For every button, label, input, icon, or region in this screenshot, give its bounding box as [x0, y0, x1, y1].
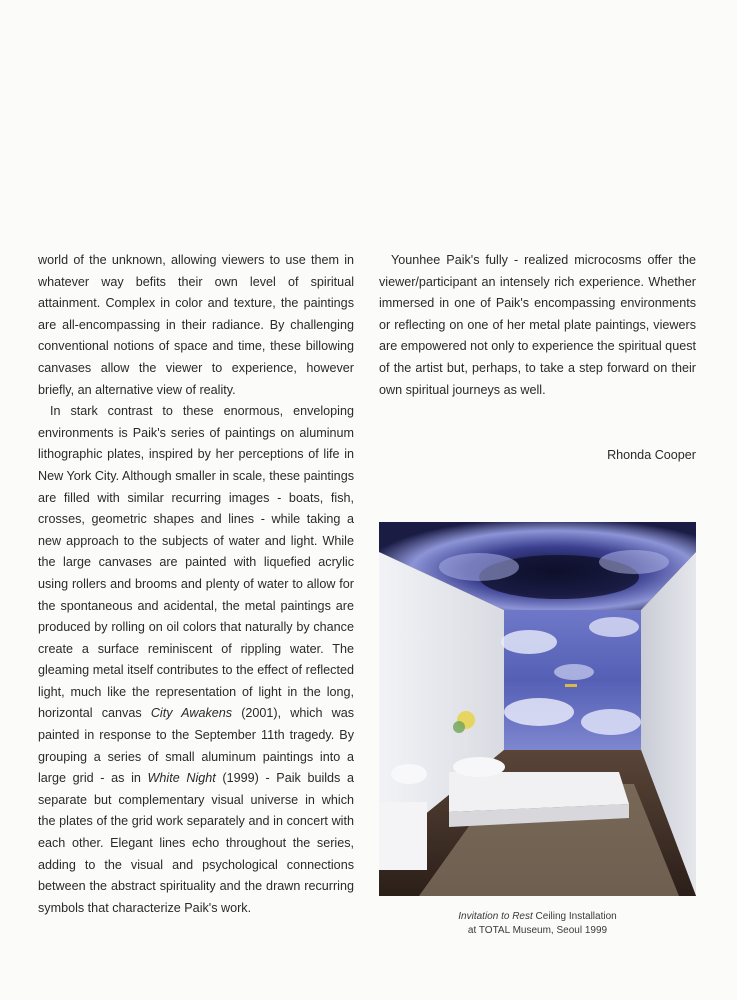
vase: [464, 732, 468, 754]
leaves: [453, 721, 465, 733]
paragraph-text: (1999) - Paik builds a separate but complementary visual universe in which the plates of the grid work separately and in concert with each other. Elegant lines echo throughout the series, adding to the visual and psychological connections between the abstract spirituality and the drawn recurring symbols that characterize Paik's work.: [38, 771, 355, 915]
paragraph-text: (2001), which was painted in response to the September 11th tragedy. By grouping a series of small aluminum paintings into a large grid - as in: [38, 706, 355, 786]
artwork-title: City Awakens: [150, 706, 233, 721]
lamp: [391, 764, 427, 784]
artwork-title: White Night: [147, 771, 216, 786]
paragraph: Younhee Paik's fully - realized microcosms offer the viewer/participant an intensely rich experience. Whether immersed in one of Paik's encompassing environments or reflecting on one of her metal plate paintings, viewers are empowered not only to experience the spiritual quest of the artist but, perhaps, to take a step forward on their own spiritual journeys as well.: [379, 253, 696, 397]
cloud: [504, 698, 574, 726]
pillow: [453, 757, 505, 777]
paragraph: world of the unknown, allowing viewers to use them in whatever way befits their own level of spiritual attainment. Complex in color and texture, the paintings are all-encompassing in their radiance. By challenging conventional notions of space and time, these billowing canvases allow the viewer to experience, however briefly, an alternative view of reality.: [38, 253, 354, 397]
caption-text: Ceiling Installation: [532, 911, 617, 922]
installation-photo: [379, 522, 696, 896]
cloud: [501, 630, 557, 654]
left-text-column: [38, 250, 354, 919]
boat-shape: [565, 684, 577, 687]
paragraph: [38, 401, 354, 919]
cloud: [554, 664, 594, 680]
cloud: [581, 709, 641, 735]
caption-line: [379, 910, 696, 924]
installation-illustration: [379, 522, 696, 896]
author-signature: Rhonda Cooper: [607, 448, 696, 462]
side-table: [379, 802, 427, 870]
light-cloud-shape: [599, 550, 669, 574]
paragraph-text: In stark contrast to these enormous, enveloping environments is Paik's series of paintings on aluminum lithographic plates, inspired by her perceptions of life in New York City. Although smaller in scale, these paintings are filled with similar recurring images - boats, fish, crosses, geometric shapes and lines - while taking a new approach to the subjects of water and light. While the large canvases are painted with liquefied acrylic using rollers and brooms and plenty of water to allow for the spontaneous and acidental, the metal paintings are produced by rolling on oil colors that naturally by chance create a surface reminiscent of rippling water. The gleaming metal itself contributes to the effect of reflected light, much like the representation of light in the long, horizontal canvas: [38, 404, 354, 721]
caption-line: at TOTAL Museum, Seoul 1999: [467, 925, 608, 936]
caption-title: Invitation to Rest: [458, 911, 533, 922]
cloud: [589, 617, 639, 637]
figure-caption: [379, 910, 696, 938]
right-text-column: [379, 250, 696, 401]
light-cloud-shape: [439, 553, 519, 581]
